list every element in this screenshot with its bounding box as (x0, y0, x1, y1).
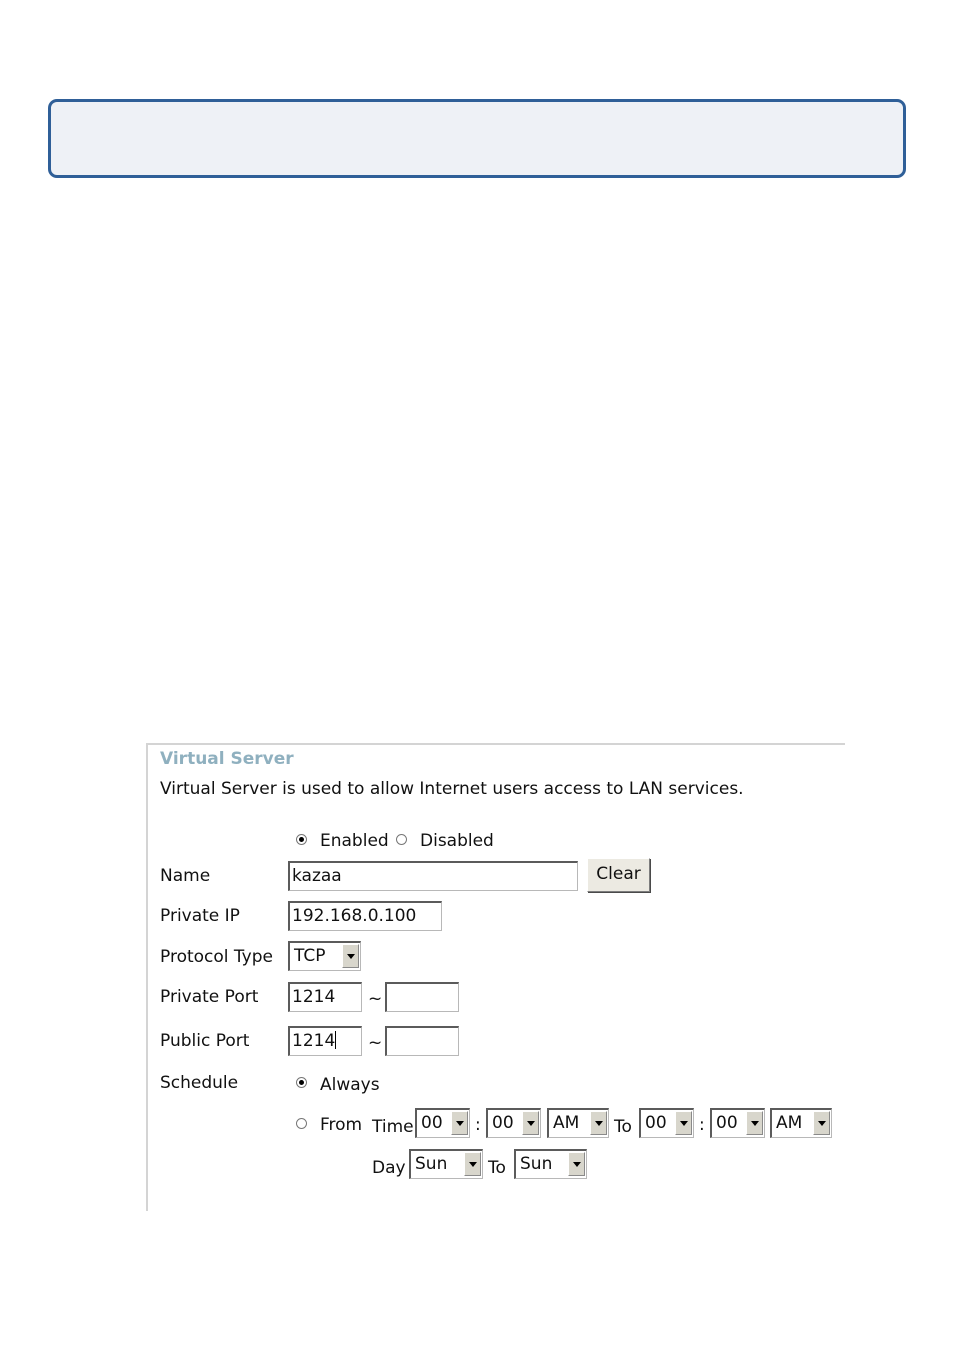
public-port-start-input[interactable] (288, 1026, 362, 1056)
enabled-radio[interactable] (296, 834, 307, 845)
time-label: Time (372, 1117, 414, 1137)
private-ip-label: Private IP (160, 906, 240, 926)
private-ip-input[interactable]: 192.168.0.100 (288, 901, 442, 931)
public-port-end-input[interactable] (385, 1026, 459, 1056)
chevron-down-icon (746, 1111, 763, 1135)
chevron-down-icon (568, 1152, 585, 1176)
protocol-select[interactable] (288, 941, 361, 971)
panel-description: Virtual Server is used to allow Internet users access to LAN services. (160, 779, 744, 799)
always-radio[interactable] (296, 1077, 307, 1088)
day-label: Day (372, 1158, 406, 1178)
chevron-down-icon (675, 1111, 692, 1135)
public-port-label: Public Port (160, 1031, 250, 1051)
time-to-label: To (614, 1117, 632, 1137)
public-port-separator: ~ (368, 1033, 383, 1053)
start-minute-value: 00 (492, 1113, 514, 1133)
end-minute-select[interactable] (710, 1108, 765, 1138)
public-port-start-value: 1214 (292, 1031, 336, 1051)
start-hour-value: 00 (421, 1113, 443, 1133)
chevron-down-icon (590, 1111, 607, 1135)
disabled-radio[interactable] (396, 834, 407, 845)
chevron-down-icon (813, 1111, 830, 1135)
start-ampm-value: AM (553, 1113, 580, 1133)
end-ampm-value: AM (776, 1113, 803, 1133)
from-label: From (320, 1115, 363, 1135)
clear-button[interactable]: Clear (587, 858, 650, 892)
end-hour-value: 00 (645, 1113, 667, 1133)
start-ampm-select[interactable] (547, 1108, 609, 1138)
start-hour-select[interactable] (415, 1108, 470, 1138)
end-day-value: Sun (520, 1154, 553, 1174)
protocol-type-label: Protocol Type (160, 947, 273, 967)
protocol-value: TCP (294, 946, 326, 966)
start-day-value: Sun (415, 1154, 448, 1174)
chevron-down-icon (451, 1111, 468, 1135)
name-label: Name (160, 866, 211, 886)
private-port-separator: ~ (368, 989, 383, 1009)
enabled-label: Enabled (320, 831, 389, 851)
panel-title: Virtual Server (160, 749, 294, 769)
start-day-select[interactable] (409, 1149, 483, 1179)
virtual-server-panel (146, 743, 845, 1211)
from-radio[interactable] (296, 1118, 307, 1129)
start-minute-select[interactable] (486, 1108, 541, 1138)
chevron-down-icon (464, 1152, 481, 1176)
end-ampm-select[interactable] (770, 1108, 832, 1138)
private-port-end-input[interactable] (385, 982, 459, 1012)
disabled-label: Disabled (420, 831, 494, 851)
end-hour-select[interactable] (639, 1108, 694, 1138)
end-day-select[interactable] (514, 1149, 587, 1179)
text-cursor (335, 1031, 336, 1049)
time-colon: : (475, 1115, 481, 1135)
chevron-down-icon (522, 1111, 539, 1135)
time-colon-2: : (699, 1115, 705, 1135)
name-input[interactable]: kazaa (288, 861, 578, 891)
always-label: Always (320, 1075, 380, 1095)
day-to-label: To (488, 1158, 506, 1178)
private-port-start-input[interactable]: 1214 (288, 982, 362, 1012)
schedule-label: Schedule (160, 1073, 239, 1093)
end-minute-value: 00 (716, 1113, 738, 1133)
header-banner (48, 99, 906, 178)
private-port-label: Private Port (160, 987, 259, 1007)
chevron-down-icon (342, 944, 359, 968)
